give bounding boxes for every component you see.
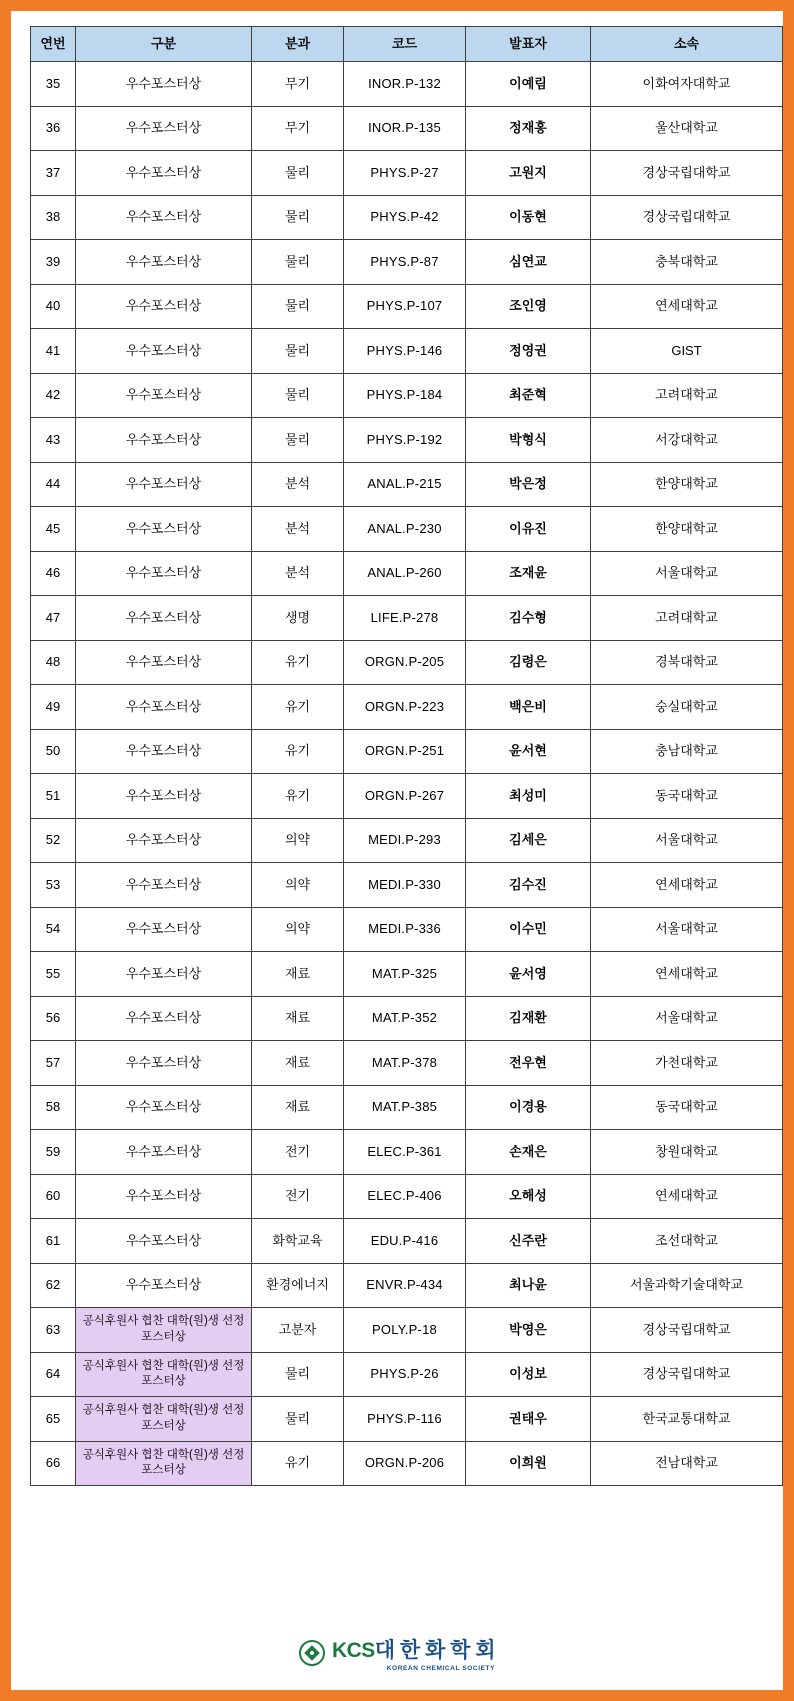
cell-code: INOR.P-135: [344, 106, 466, 151]
cell-code: MAT.P-352: [344, 996, 466, 1041]
table-row: [31, 774, 783, 819]
cell-code: ORGN.P-206: [344, 1441, 466, 1486]
cell-presenter: 이동현: [466, 195, 591, 240]
cell-subject: 무기: [252, 106, 344, 151]
cell-no: 40: [31, 284, 76, 329]
cell-affiliation: 가천대학교: [591, 1041, 783, 1086]
table-row: [31, 1397, 783, 1442]
cell-subject: 의약: [252, 863, 344, 908]
cell-affiliation: 울산대학교: [591, 106, 783, 151]
cell-division: 공식후원사 협찬 대학(원)생 선정 포스터상: [76, 1352, 252, 1397]
cell-affiliation: 숭실대학교: [591, 685, 783, 730]
cell-presenter: 신주란: [466, 1219, 591, 1264]
cell-division: 우수포스터상: [76, 151, 252, 196]
cell-division: 우수포스터상: [76, 952, 252, 997]
table-row: [31, 863, 783, 908]
cell-presenter: 전우현: [466, 1041, 591, 1086]
cell-no: 50: [31, 729, 76, 774]
cell-presenter: 박은정: [466, 462, 591, 507]
cell-presenter: 최준혁: [466, 373, 591, 418]
table-row: [31, 551, 783, 596]
cell-division: 우수포스터상: [76, 729, 252, 774]
cell-code: ORGN.P-267: [344, 774, 466, 819]
cell-subject: 생명: [252, 596, 344, 641]
cell-no: 55: [31, 952, 76, 997]
cell-presenter: 김수형: [466, 596, 591, 641]
cell-presenter: 백은비: [466, 685, 591, 730]
cell-presenter: 김령은: [466, 640, 591, 685]
cell-division: 우수포스터상: [76, 462, 252, 507]
cell-presenter: 박형식: [466, 418, 591, 463]
cell-division: 우수포스터상: [76, 1085, 252, 1130]
cell-code: MEDI.P-330: [344, 863, 466, 908]
table-row: [31, 507, 783, 552]
cell-no: 53: [31, 863, 76, 908]
table-row: [31, 1308, 783, 1353]
cell-subject: 물리: [252, 418, 344, 463]
cell-subject: 화학교육: [252, 1219, 344, 1264]
cell-no: 37: [31, 151, 76, 196]
cell-affiliation: 연세대학교: [591, 863, 783, 908]
cell-division: 우수포스터상: [76, 507, 252, 552]
cell-division: 우수포스터상: [76, 1174, 252, 1219]
table-row: [31, 1441, 783, 1486]
cell-presenter: 조재윤: [466, 551, 591, 596]
cell-division: 우수포스터상: [76, 1263, 252, 1308]
table-body: [31, 62, 783, 1486]
table-header: [31, 27, 783, 62]
cell-subject: 전기: [252, 1130, 344, 1175]
cell-code: MEDI.P-336: [344, 907, 466, 952]
cell-subject: 물리: [252, 284, 344, 329]
cell-code: PHYS.P-26: [344, 1352, 466, 1397]
cell-no: 36: [31, 106, 76, 151]
table-row: [31, 996, 783, 1041]
cell-affiliation: 창원대학교: [591, 1130, 783, 1175]
cell-division: 우수포스터상: [76, 240, 252, 285]
cell-subject: 분석: [252, 551, 344, 596]
cell-code: ORGN.P-223: [344, 685, 466, 730]
table-row: [31, 596, 783, 641]
cell-code: PHYS.P-146: [344, 329, 466, 374]
cell-subject: 유기: [252, 685, 344, 730]
column-header-subject: 분과: [252, 27, 344, 62]
kcs-logo-subtitle: KOREAN CHEMICAL SOCIETY: [386, 1665, 496, 1672]
cell-code: PHYS.P-87: [344, 240, 466, 285]
cell-subject: 전기: [252, 1174, 344, 1219]
cell-subject: 유기: [252, 1441, 344, 1486]
cell-presenter: 오해성: [466, 1174, 591, 1219]
cell-code: PHYS.P-192: [344, 418, 466, 463]
cell-subject: 재료: [252, 1085, 344, 1130]
cell-code: MAT.P-385: [344, 1085, 466, 1130]
cell-affiliation: 경북대학교: [591, 640, 783, 685]
cell-code: ANAL.P-230: [344, 507, 466, 552]
cell-affiliation: 경상국립대학교: [591, 151, 783, 196]
cell-subject: 분석: [252, 462, 344, 507]
cell-subject: 유기: [252, 774, 344, 819]
cell-affiliation: 경상국립대학교: [591, 1308, 783, 1353]
cell-division: 우수포스터상: [76, 284, 252, 329]
column-header-code: 코드: [344, 27, 466, 62]
cell-presenter: 윤서영: [466, 952, 591, 997]
cell-code: POLY.P-18: [344, 1308, 466, 1353]
cell-subject: 재료: [252, 952, 344, 997]
table-row: [31, 640, 783, 685]
cell-affiliation: 충북대학교: [591, 240, 783, 285]
table-row: [31, 1219, 783, 1264]
cell-division: 우수포스터상: [76, 863, 252, 908]
column-header-no: 연번: [31, 27, 76, 62]
footer-logo: [11, 1634, 783, 1672]
cell-no: 42: [31, 373, 76, 418]
cell-affiliation: 서울대학교: [591, 907, 783, 952]
cell-presenter: 이유진: [466, 507, 591, 552]
table-row: [31, 329, 783, 374]
cell-affiliation: 고려대학교: [591, 596, 783, 641]
cell-code: PHYS.P-27: [344, 151, 466, 196]
table-row: [31, 195, 783, 240]
cell-affiliation: 고려대학교: [591, 373, 783, 418]
cell-no: 52: [31, 818, 76, 863]
cell-subject: 무기: [252, 62, 344, 107]
cell-subject: 분석: [252, 507, 344, 552]
cell-no: 58: [31, 1085, 76, 1130]
cell-code: ANAL.P-260: [344, 551, 466, 596]
cell-affiliation: 연세대학교: [591, 1174, 783, 1219]
cell-affiliation: 서울대학교: [591, 551, 783, 596]
cell-affiliation: 연세대학교: [591, 952, 783, 997]
table-row: [31, 1130, 783, 1175]
cell-presenter: 최성미: [466, 774, 591, 819]
cell-affiliation: 경상국립대학교: [591, 195, 783, 240]
cell-presenter: 권태우: [466, 1397, 591, 1442]
cell-division: 우수포스터상: [76, 195, 252, 240]
cell-presenter: 윤서현: [466, 729, 591, 774]
kcs-logo-abbr: KCS: [331, 1639, 375, 1662]
cell-subject: 재료: [252, 996, 344, 1041]
cell-no: 62: [31, 1263, 76, 1308]
cell-code: MAT.P-378: [344, 1041, 466, 1086]
cell-presenter: 이예림: [466, 62, 591, 107]
cell-no: 35: [31, 62, 76, 107]
cell-affiliation: 전남대학교: [591, 1441, 783, 1486]
cell-division: 우수포스터상: [76, 551, 252, 596]
cell-affiliation: 서울대학교: [591, 818, 783, 863]
table-row: [31, 1174, 783, 1219]
column-header-division: 구분: [76, 27, 252, 62]
cell-division: 공식후원사 협찬 대학(원)생 선정 포스터상: [76, 1308, 252, 1353]
table-row: [31, 373, 783, 418]
cell-no: 56: [31, 996, 76, 1041]
cell-presenter: 심연교: [466, 240, 591, 285]
cell-presenter: 정재홍: [466, 106, 591, 151]
cell-division: 우수포스터상: [76, 329, 252, 374]
cell-affiliation: 서울대학교: [591, 996, 783, 1041]
column-header-presenter: 발표자: [466, 27, 591, 62]
cell-subject: 유기: [252, 640, 344, 685]
table-row: [31, 818, 783, 863]
cell-no: 49: [31, 685, 76, 730]
cell-code: PHYS.P-184: [344, 373, 466, 418]
cell-no: 61: [31, 1219, 76, 1264]
cell-code: ORGN.P-205: [344, 640, 466, 685]
cell-no: 65: [31, 1397, 76, 1442]
column-header-affiliation: 소속: [591, 27, 783, 62]
table-row: [31, 1041, 783, 1086]
cell-presenter: 최나윤: [466, 1263, 591, 1308]
cell-no: 43: [31, 418, 76, 463]
cell-no: 66: [31, 1441, 76, 1486]
table-row: [31, 62, 783, 107]
cell-division: 우수포스터상: [76, 907, 252, 952]
cell-no: 59: [31, 1130, 76, 1175]
cell-presenter: 조인영: [466, 284, 591, 329]
table-row: [31, 151, 783, 196]
cell-subject: 물리: [252, 329, 344, 374]
cell-presenter: 이희원: [466, 1441, 591, 1486]
table-row: [31, 106, 783, 151]
table-row: [31, 729, 783, 774]
cell-code: INOR.P-132: [344, 62, 466, 107]
cell-affiliation: 경상국립대학교: [591, 1352, 783, 1397]
cell-subject: 고분자: [252, 1308, 344, 1353]
cell-no: 64: [31, 1352, 76, 1397]
cell-subject: 물리: [252, 195, 344, 240]
cell-affiliation: 동국대학교: [591, 774, 783, 819]
cell-division: 우수포스터상: [76, 818, 252, 863]
cell-division: 우수포스터상: [76, 62, 252, 107]
cell-presenter: 김재환: [466, 996, 591, 1041]
table-row: [31, 1085, 783, 1130]
cell-code: ENVR.P-434: [344, 1263, 466, 1308]
cell-code: ELEC.P-406: [344, 1174, 466, 1219]
cell-no: 46: [31, 551, 76, 596]
table-row: [31, 907, 783, 952]
cell-affiliation: 연세대학교: [591, 284, 783, 329]
cell-division: 우수포스터상: [76, 1130, 252, 1175]
cell-division: 우수포스터상: [76, 418, 252, 463]
cell-division: 우수포스터상: [76, 596, 252, 641]
cell-no: 45: [31, 507, 76, 552]
cell-division: 우수포스터상: [76, 1041, 252, 1086]
cell-presenter: 김세은: [466, 818, 591, 863]
table-row: [31, 240, 783, 285]
table-header-row: [31, 27, 783, 62]
cell-division: 공식후원사 협찬 대학(원)생 선정 포스터상: [76, 1397, 252, 1442]
table-row: [31, 418, 783, 463]
cell-no: 51: [31, 774, 76, 819]
cell-subject: 물리: [252, 151, 344, 196]
cell-presenter: 정영권: [466, 329, 591, 374]
kcs-logo-text: [332, 1634, 495, 1672]
cell-affiliation: 동국대학교: [591, 1085, 783, 1130]
cell-division: 우수포스터상: [76, 640, 252, 685]
cell-division: 우수포스터상: [76, 685, 252, 730]
cell-code: PHYS.P-116: [344, 1397, 466, 1442]
cell-affiliation: 서울과학기술대학교: [591, 1263, 783, 1308]
cell-division: 우수포스터상: [76, 996, 252, 1041]
cell-code: ORGN.P-251: [344, 729, 466, 774]
cell-subject: 의약: [252, 907, 344, 952]
cell-presenter: 박영은: [466, 1308, 591, 1353]
cell-no: 48: [31, 640, 76, 685]
cell-no: 60: [31, 1174, 76, 1219]
cell-affiliation: 충남대학교: [591, 729, 783, 774]
table-row: [31, 462, 783, 507]
cell-subject: 물리: [252, 1352, 344, 1397]
table-row: [31, 284, 783, 329]
table-row: [31, 685, 783, 730]
cell-subject: 물리: [252, 373, 344, 418]
cell-division: 우수포스터상: [76, 106, 252, 151]
cell-presenter: 이수민: [466, 907, 591, 952]
cell-subject: 물리: [252, 240, 344, 285]
cell-no: 38: [31, 195, 76, 240]
cell-no: 39: [31, 240, 76, 285]
kcs-logo-name: 대 한 화 학 회: [374, 1639, 496, 1662]
cell-division: 우수포스터상: [76, 1219, 252, 1264]
cell-affiliation: 이화여자대학교: [591, 62, 783, 107]
cell-code: PHYS.P-107: [344, 284, 466, 329]
cell-presenter: 이성보: [466, 1352, 591, 1397]
cell-code: LIFE.P-278: [344, 596, 466, 641]
cell-no: 63: [31, 1308, 76, 1353]
cell-division: 우수포스터상: [76, 373, 252, 418]
award-table-container: [11, 11, 783, 1486]
cell-affiliation: 조선대학교: [591, 1219, 783, 1264]
cell-subject: 물리: [252, 1397, 344, 1442]
cell-subject: 유기: [252, 729, 344, 774]
cell-subject: 재료: [252, 1041, 344, 1086]
cell-no: 47: [31, 596, 76, 641]
cell-no: 57: [31, 1041, 76, 1086]
cell-division: 공식후원사 협찬 대학(원)생 선정 포스터상: [76, 1441, 252, 1486]
cell-no: 41: [31, 329, 76, 374]
cell-code: PHYS.P-42: [344, 195, 466, 240]
cell-code: ELEC.P-361: [344, 1130, 466, 1175]
cell-no: 44: [31, 462, 76, 507]
cell-code: MEDI.P-293: [344, 818, 466, 863]
cell-code: ANAL.P-215: [344, 462, 466, 507]
cell-affiliation: 한양대학교: [591, 462, 783, 507]
cell-no: 54: [31, 907, 76, 952]
kcs-emblem-icon: [299, 1640, 325, 1666]
cell-division: 우수포스터상: [76, 774, 252, 819]
table-row: [31, 952, 783, 997]
cell-affiliation: 서강대학교: [591, 418, 783, 463]
cell-affiliation: GIST: [591, 329, 783, 374]
cell-subject: 환경에너지: [252, 1263, 344, 1308]
cell-presenter: 고원지: [466, 151, 591, 196]
cell-affiliation: 한양대학교: [591, 507, 783, 552]
cell-code: EDU.P-416: [344, 1219, 466, 1264]
cell-presenter: 이경용: [466, 1085, 591, 1130]
table-row: [31, 1352, 783, 1397]
cell-presenter: 김수진: [466, 863, 591, 908]
cell-code: MAT.P-325: [344, 952, 466, 997]
table-row: [31, 1263, 783, 1308]
cell-subject: 의약: [252, 818, 344, 863]
cell-presenter: 손재은: [466, 1130, 591, 1175]
cell-affiliation: 한국교통대학교: [591, 1397, 783, 1442]
award-table: [30, 26, 783, 1486]
